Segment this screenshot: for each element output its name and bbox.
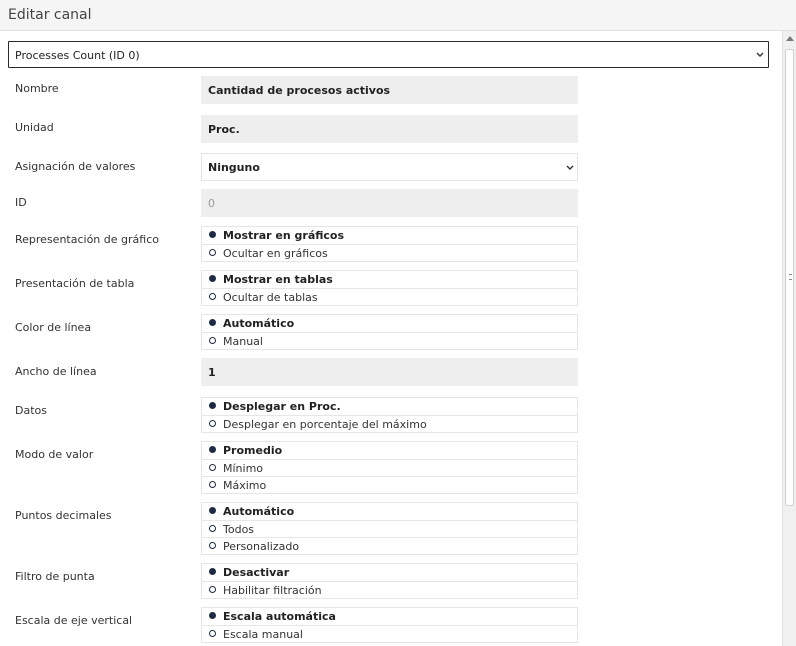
radio-option-label: Automático: [223, 505, 295, 518]
radio-unselected-icon: [209, 464, 216, 471]
radio-option[interactable]: [202, 288, 577, 305]
chart-display-group: [201, 226, 578, 262]
radio-option-label: Escala manual: [223, 628, 303, 641]
radio-option[interactable]: [202, 581, 577, 598]
radio-option-label: Ocultar de tablas: [223, 291, 318, 304]
line-color-group: [201, 314, 578, 350]
scrollbar-thumb[interactable]: [785, 49, 794, 506]
vertical-axis-label: Escala de eje vertical: [15, 614, 133, 627]
radio-unselected-icon: [209, 630, 216, 637]
radio-selected-icon: [209, 319, 216, 326]
unit-input[interactable]: [201, 115, 578, 143]
chevron-down-icon: [566, 165, 574, 173]
radio-option-label: Manual: [223, 335, 263, 348]
radio-option-label: Mostrar en tablas: [223, 273, 333, 286]
radio-selected-icon: [209, 275, 216, 282]
name-value: Cantidad de procesos activos: [208, 84, 391, 97]
radio-selected-icon: [209, 507, 216, 514]
radio-option[interactable]: [202, 244, 577, 261]
line-width-input[interactable]: [201, 358, 578, 386]
radio-unselected-icon: [209, 481, 216, 488]
vertical-axis-group: [201, 607, 578, 643]
radio-option[interactable]: [202, 315, 577, 332]
value-mapping-select[interactable]: [201, 153, 578, 181]
chart-display-label: Representación de gráfico: [15, 233, 159, 246]
data-group: [201, 397, 578, 433]
name-input[interactable]: [201, 76, 578, 104]
name-label: Nombre: [15, 82, 59, 95]
radio-option[interactable]: [202, 520, 577, 537]
spike-filter-label: Filtro de punta: [15, 570, 95, 583]
radio-option-label: Desplegar en Proc.: [223, 400, 341, 413]
line-width-label: Ancho de línea: [15, 365, 97, 378]
radio-selected-icon: [209, 568, 216, 575]
scroll-up-icon[interactable]: [786, 36, 794, 41]
data-label: Datos: [15, 404, 47, 417]
radio-option-label: Mostrar en gráficos: [223, 229, 345, 242]
table-display-group: [201, 270, 578, 306]
radio-unselected-icon: [209, 586, 216, 593]
chevron-down-icon: [756, 52, 764, 60]
channel-select[interactable]: [8, 41, 769, 68]
radio-selected-icon: [209, 446, 216, 453]
unit-value: Proc.: [208, 123, 240, 136]
radio-option[interactable]: [202, 415, 577, 432]
line-color-label: Color de línea: [15, 321, 92, 334]
radio-option[interactable]: [202, 503, 577, 520]
id-value: 0: [208, 197, 215, 210]
form-scroll-area: [0, 31, 782, 646]
radio-selected-icon: [209, 231, 216, 238]
radio-option[interactable]: [202, 332, 577, 349]
line-width-value: 1: [208, 366, 216, 379]
window-title: Editar canal: [8, 7, 92, 23]
vertical-scrollbar[interactable]: [782, 31, 796, 646]
value-mapping-value: Ninguno: [208, 161, 260, 174]
radio-unselected-icon: [209, 525, 216, 532]
grip-icon: [789, 274, 792, 280]
radio-unselected-icon: [209, 542, 216, 549]
value-mode-group: [201, 441, 578, 494]
radio-option-label: Desactivar: [223, 566, 290, 579]
radio-option[interactable]: [202, 476, 577, 493]
channel-select-value: Processes Count (ID 0): [15, 49, 140, 62]
radio-option-label: Todos: [223, 523, 255, 536]
radio-option-label: Personalizado: [223, 540, 300, 553]
id-label: ID: [15, 196, 27, 209]
radio-option-label: Habilitar filtración: [223, 584, 322, 597]
unit-label: Unidad: [15, 121, 54, 134]
table-display-label: Presentación de tabla: [15, 277, 135, 290]
radio-unselected-icon: [209, 249, 216, 256]
window-titlebar: [0, 0, 796, 31]
value-mode-label: Modo de valor: [15, 448, 94, 461]
radio-option-label: Máximo: [223, 479, 267, 492]
radio-option[interactable]: [202, 442, 577, 459]
spike-filter-group: [201, 563, 578, 599]
radio-option[interactable]: [202, 398, 577, 415]
radio-option-label: Escala automática: [223, 610, 336, 623]
decimal-places-group: [201, 502, 578, 555]
radio-option-label: Ocultar en gráficos: [223, 247, 328, 260]
radio-option[interactable]: [202, 271, 577, 288]
radio-option-label: Desplegar en porcentaje del máximo: [223, 418, 427, 431]
radio-option[interactable]: [202, 459, 577, 476]
radio-unselected-icon: [209, 420, 216, 427]
radio-selected-icon: [209, 402, 216, 409]
radio-option[interactable]: [202, 227, 577, 244]
radio-selected-icon: [209, 612, 216, 619]
radio-unselected-icon: [209, 337, 216, 344]
decimal-places-label: Puntos decimales: [15, 509, 112, 522]
radio-option-label: Promedio: [223, 444, 283, 457]
radio-option[interactable]: [202, 608, 577, 625]
value-mapping-label: Asignación de valores: [15, 160, 136, 173]
radio-option[interactable]: [202, 537, 577, 554]
radio-unselected-icon: [209, 293, 216, 300]
radio-option-label: Mínimo: [223, 462, 264, 475]
radio-option-label: Automático: [223, 317, 295, 330]
radio-option[interactable]: [202, 564, 577, 581]
radio-option[interactable]: [202, 625, 577, 642]
id-input: [201, 189, 578, 217]
